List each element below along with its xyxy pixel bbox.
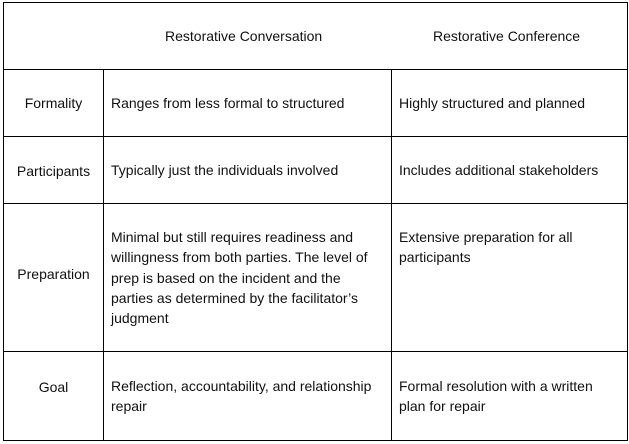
header-restorative-conversation: Restorative Conversation <box>165 28 323 44</box>
participants-conversation: Typically just the individuals involved <box>111 162 339 178</box>
preparation-conference: Extensive preparation for all participants <box>399 229 573 266</box>
column-divider <box>391 69 392 440</box>
row-divider <box>3 351 627 352</box>
row-label-goal: Goal <box>38 379 69 395</box>
column-divider <box>103 69 104 440</box>
row-divider <box>3 136 627 137</box>
formality-conference: Highly structured and planned <box>399 95 586 111</box>
row-label-participants: Participants <box>16 163 91 179</box>
goal-conference: Formal resolution with a written plan for repair <box>399 378 593 415</box>
row-label-preparation: Preparation <box>17 266 90 282</box>
preparation-conversation: Minimal but still requires readiness and willingness from both parties. The level of prep is based on the incident and the parties as determined by the facilitator’s judgment <box>111 229 368 327</box>
participants-conference: Includes additional stakeholders <box>399 162 599 178</box>
row-divider <box>3 69 627 70</box>
row-label-formality: Formality <box>24 95 83 111</box>
goal-conversation: Reflection, accountability, and relationship repair <box>111 378 372 415</box>
formality-conversation: Ranges from less formal to structured <box>111 95 345 111</box>
header-restorative-conference: Restorative Conference <box>433 28 581 44</box>
row-divider <box>3 203 627 204</box>
